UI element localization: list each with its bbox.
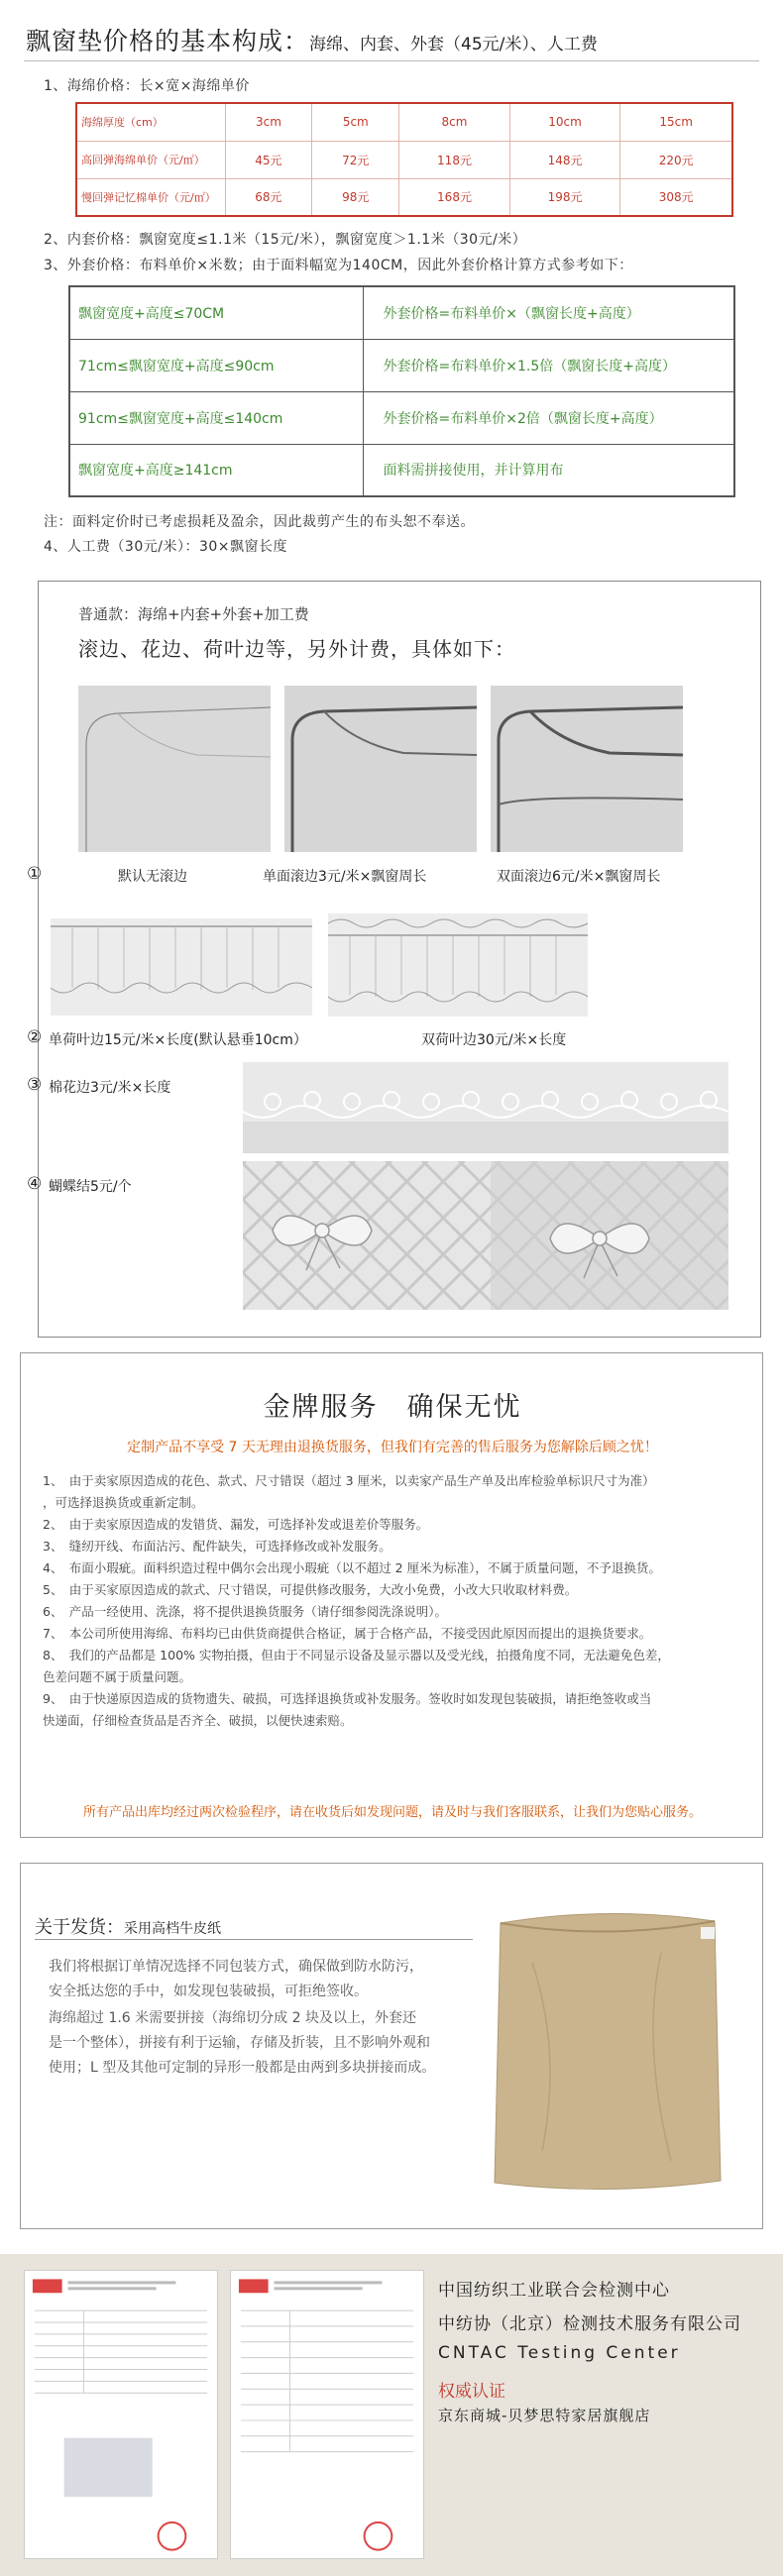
table-cell: 308元 bbox=[620, 178, 732, 216]
table-row bbox=[76, 103, 732, 141]
table-cell: 71cm≤飘窗宽度+高度≤90cm bbox=[69, 339, 363, 391]
cert-org-line: 中纺协（北京）检测技术服务有限公司 bbox=[438, 2314, 741, 2334]
bow-image bbox=[243, 1161, 728, 1310]
list-item: 2、 由于卖家原因造成的发错货、漏发，可选择补发或退差价等服务。 bbox=[43, 1517, 429, 1532]
shipping-text-line: 是一个整体），拼接有利于运输，存储及折装，且不影响外观和 bbox=[49, 2035, 430, 2051]
sponge-price-table bbox=[75, 102, 733, 217]
table-cell: 高回弹海绵单价（元/㎡） bbox=[76, 141, 225, 178]
list-item: ，可选择退换货或重新定制。 bbox=[43, 1495, 204, 1510]
table-row bbox=[69, 391, 734, 444]
item-number-2: ② bbox=[27, 1027, 43, 1047]
pricing-title-main: 飘窗垫价格的基本构成： bbox=[26, 27, 310, 55]
caption-lace: 棉花边3元/米×长度 bbox=[49, 1080, 171, 1096]
shipping-text-line: 我们将根据订单情况选择不同包装方式，确保做到防水防污， bbox=[49, 1959, 423, 1975]
single-ruffle-image bbox=[51, 918, 312, 1016]
sponge-price-line: 1、海绵价格：长×宽×海绵单价 bbox=[44, 78, 250, 94]
table-row bbox=[76, 141, 732, 178]
ruffle-icon bbox=[51, 918, 312, 1016]
lace-image bbox=[243, 1062, 728, 1153]
table-header-cell: 10cm bbox=[509, 103, 620, 141]
certification-text bbox=[438, 2276, 741, 2425]
caption-no-piping: 默认无滚边 bbox=[118, 869, 187, 885]
table-header-cell: 5cm bbox=[312, 103, 399, 141]
table-cell: 面料需拼接使用，并计算用布 bbox=[363, 444, 734, 496]
shipping-paragraph-1 bbox=[49, 1955, 423, 2004]
table-cell: 外套价格=布料单价×2倍（飘窗长度+高度） bbox=[363, 391, 734, 444]
list-item: 5、 由于买家原因造成的款式、尺寸错误，可提供修改服务，大改小免费，小改大只收取材料费。 bbox=[43, 1582, 578, 1597]
certification-section bbox=[0, 2254, 783, 2576]
outer-cover-price-line: 3、外套价格：布料单价×米数；由于面料幅宽为140CM，因此外套价格计算方式参考如下： bbox=[44, 258, 633, 273]
item-number-3: ③ bbox=[27, 1075, 43, 1095]
package-icon bbox=[473, 1893, 740, 2212]
title-divider bbox=[24, 60, 759, 61]
outer-cover-table bbox=[68, 285, 735, 497]
table-cell: 198元 bbox=[509, 178, 620, 216]
table-cell: 飘窗宽度+高度≤70CM bbox=[69, 286, 363, 339]
cert-authority-label: 权威认证 bbox=[438, 2382, 505, 2402]
table-row bbox=[69, 339, 734, 391]
table-cell: 飘窗宽度+高度≥141cm bbox=[69, 444, 363, 496]
table-cell: 慢回弹记忆棉单价（元/㎡） bbox=[76, 178, 225, 216]
test-report-document-2 bbox=[230, 2270, 424, 2559]
service-list bbox=[43, 1470, 670, 1732]
table-cell: 68元 bbox=[225, 178, 312, 216]
caption-single-piping: 单面滚边3元/米×飘窗周长 bbox=[263, 869, 427, 885]
cert-org-line: CNTAC Testing Center bbox=[438, 2343, 681, 2363]
service-footer: 所有产品出库均经过两次检验程序，请在收货后如发现问题，请及时与我们客服联系，让我们为您贴心服务。 bbox=[82, 1805, 702, 1820]
list-item: 6、 产品一经使用、洗涤，将不提供退换货服务（请仔细参阅洗涤说明）。 bbox=[43, 1604, 447, 1619]
table-cell: 91cm≤飘窗宽度+高度≤140cm bbox=[69, 391, 363, 444]
list-item: 快递面，仔细检查货品是否齐全、破损，以便快速索赔。 bbox=[43, 1713, 353, 1728]
shipping-text-line: 海绵超过 1.6 米需要拼接（海绵切分成 2 块及以上，外套还 bbox=[49, 2010, 416, 2026]
item-number-4: ④ bbox=[27, 1174, 43, 1194]
pricing-title-sub: 海绵、内套、外套（45元/米）、人工费 bbox=[309, 35, 598, 54]
mattress-corner-icon bbox=[78, 686, 271, 852]
table-header-cell: 3cm bbox=[225, 103, 312, 141]
table-cell: 220元 bbox=[620, 141, 732, 178]
test-report-document-1 bbox=[24, 2270, 218, 2559]
shipping-divider bbox=[35, 1939, 516, 1940]
table-row bbox=[76, 178, 732, 216]
list-item: 色差问题不属于质量问题。 bbox=[43, 1669, 192, 1684]
table-cell: 98元 bbox=[312, 178, 399, 216]
list-item: 7、 本公司所使用海绵、布料均已由供货商提供合格证，属于合格产品，不接受因此原因而提出的退换货要求。 bbox=[43, 1626, 652, 1641]
table-header-cell: 8cm bbox=[399, 103, 510, 141]
table-cell: 118元 bbox=[399, 141, 510, 178]
bow-icon bbox=[243, 1161, 728, 1310]
mattress-double-piping-image bbox=[491, 686, 683, 852]
fabric-note: 注：面料定价时已考虑损耗及盈余，因此裁剪产生的布头恕不奉送。 bbox=[44, 514, 475, 530]
kraft-package-image bbox=[473, 1893, 740, 2212]
labor-price-line: 4、人工费（30元/米）：30×飘窗长度 bbox=[44, 539, 287, 555]
shipping-title bbox=[35, 1913, 221, 1939]
standard-package-line: 普通款：海绵+内套+外套+加工费 bbox=[78, 605, 309, 623]
caption-double-ruffle: 双荷叶边30元/米×长度 bbox=[421, 1032, 567, 1048]
pricing-title bbox=[26, 22, 598, 57]
service-section bbox=[20, 1352, 763, 1838]
shipping-title-main: 关于发货： bbox=[35, 1917, 124, 1938]
extras-frame bbox=[27, 581, 761, 1338]
table-cell: 外套价格=布料单价×（飘窗长度+高度） bbox=[363, 286, 734, 339]
table-header-cell: 15cm bbox=[620, 103, 732, 141]
table-cell: 72元 bbox=[312, 141, 399, 178]
store-name: 京东商城-贝梦思特家居旗舰店 bbox=[438, 2407, 651, 2424]
mattress-corner-icon bbox=[491, 686, 683, 852]
mattress-single-piping-image bbox=[284, 686, 477, 852]
shipping-text-line: 安全抵达您的手中，如发现包装破损，可拒绝签收。 bbox=[49, 1984, 368, 1999]
lace-icon bbox=[243, 1062, 728, 1153]
document-icon bbox=[25, 2271, 217, 2558]
list-item: 3、 缝纫开线、布面沾污、配件缺失，可选择修改或补发服务。 bbox=[43, 1539, 392, 1554]
mattress-no-piping-image bbox=[78, 686, 271, 852]
table-cell: 外套价格=布料单价×1.5倍（飘窗长度+高度） bbox=[363, 339, 734, 391]
table-cell: 148元 bbox=[509, 141, 620, 178]
table-cell: 45元 bbox=[225, 141, 312, 178]
service-tagline: 定制产品不享受 7 天无理由退换货服务，但我们有完善的售后服务为您解除后顾之忧！ bbox=[127, 1440, 658, 1455]
cert-org-line: 中国纺织工业联合会检测中心 bbox=[438, 2281, 670, 2301]
shipping-section bbox=[20, 1863, 763, 2229]
caption-double-piping: 双面滚边6元/米×飘窗周长 bbox=[497, 869, 661, 885]
extras-headline: 滚边、花边、荷叶边等，另外计费，具体如下： bbox=[78, 637, 515, 661]
mattress-corner-icon bbox=[284, 686, 477, 852]
list-item: 4、 布面小瑕疵。面料织造过程中偶尔会出现小瑕疵（以不超过 2 厘米为标准），不属于质量问题，不予退换货。 bbox=[43, 1560, 661, 1575]
caption-bow: 蝴蝶结5元/个 bbox=[49, 1179, 132, 1195]
list-item: 8、 我们的产品都是 100% 实物拍摄，但由于不同显示设备及显示器以及受光线，拍摄角度不同，无法避免色差， bbox=[43, 1648, 670, 1663]
shipping-text-line: 使用；L 型及其他可定制的异形一般都是由两到多块拼接而成。 bbox=[49, 2060, 436, 2076]
list-item: 9、 由于快递原因造成的货物遗失、破损，可选择退换货或补发服务。签收时如发现包装破损，请拒绝签收或当 bbox=[43, 1691, 652, 1706]
double-ruffle-image bbox=[328, 913, 588, 1017]
service-title: 金牌服务 确保无忧 bbox=[263, 1392, 522, 1423]
shipping-paragraph-2 bbox=[49, 2006, 435, 2081]
inner-cover-price-line: 2、内套价格：飘窗宽度≤1.1米（15元/米），飘窗宽度＞1.1米（30元/米） bbox=[44, 232, 527, 248]
table-row bbox=[69, 286, 734, 339]
shipping-title-sub: 采用高档牛皮纸 bbox=[124, 1921, 221, 1937]
list-item: 1、 由于卖家原因造成的花色、款式、尺寸错误（超过 3 厘米，以卖家产品生产单及出库检验单标识尺寸为准） bbox=[43, 1473, 655, 1488]
ruffle-icon bbox=[328, 913, 588, 1017]
document-icon bbox=[231, 2271, 423, 2558]
table-cell: 168元 bbox=[399, 178, 510, 216]
table-row bbox=[69, 444, 734, 496]
caption-single-ruffle: 单荷叶边15元/米×长度(默认悬垂10cm） bbox=[49, 1032, 307, 1048]
item-number-1: ① bbox=[27, 864, 43, 884]
table-header-cell: 海绵厚度（cm） bbox=[76, 103, 225, 141]
